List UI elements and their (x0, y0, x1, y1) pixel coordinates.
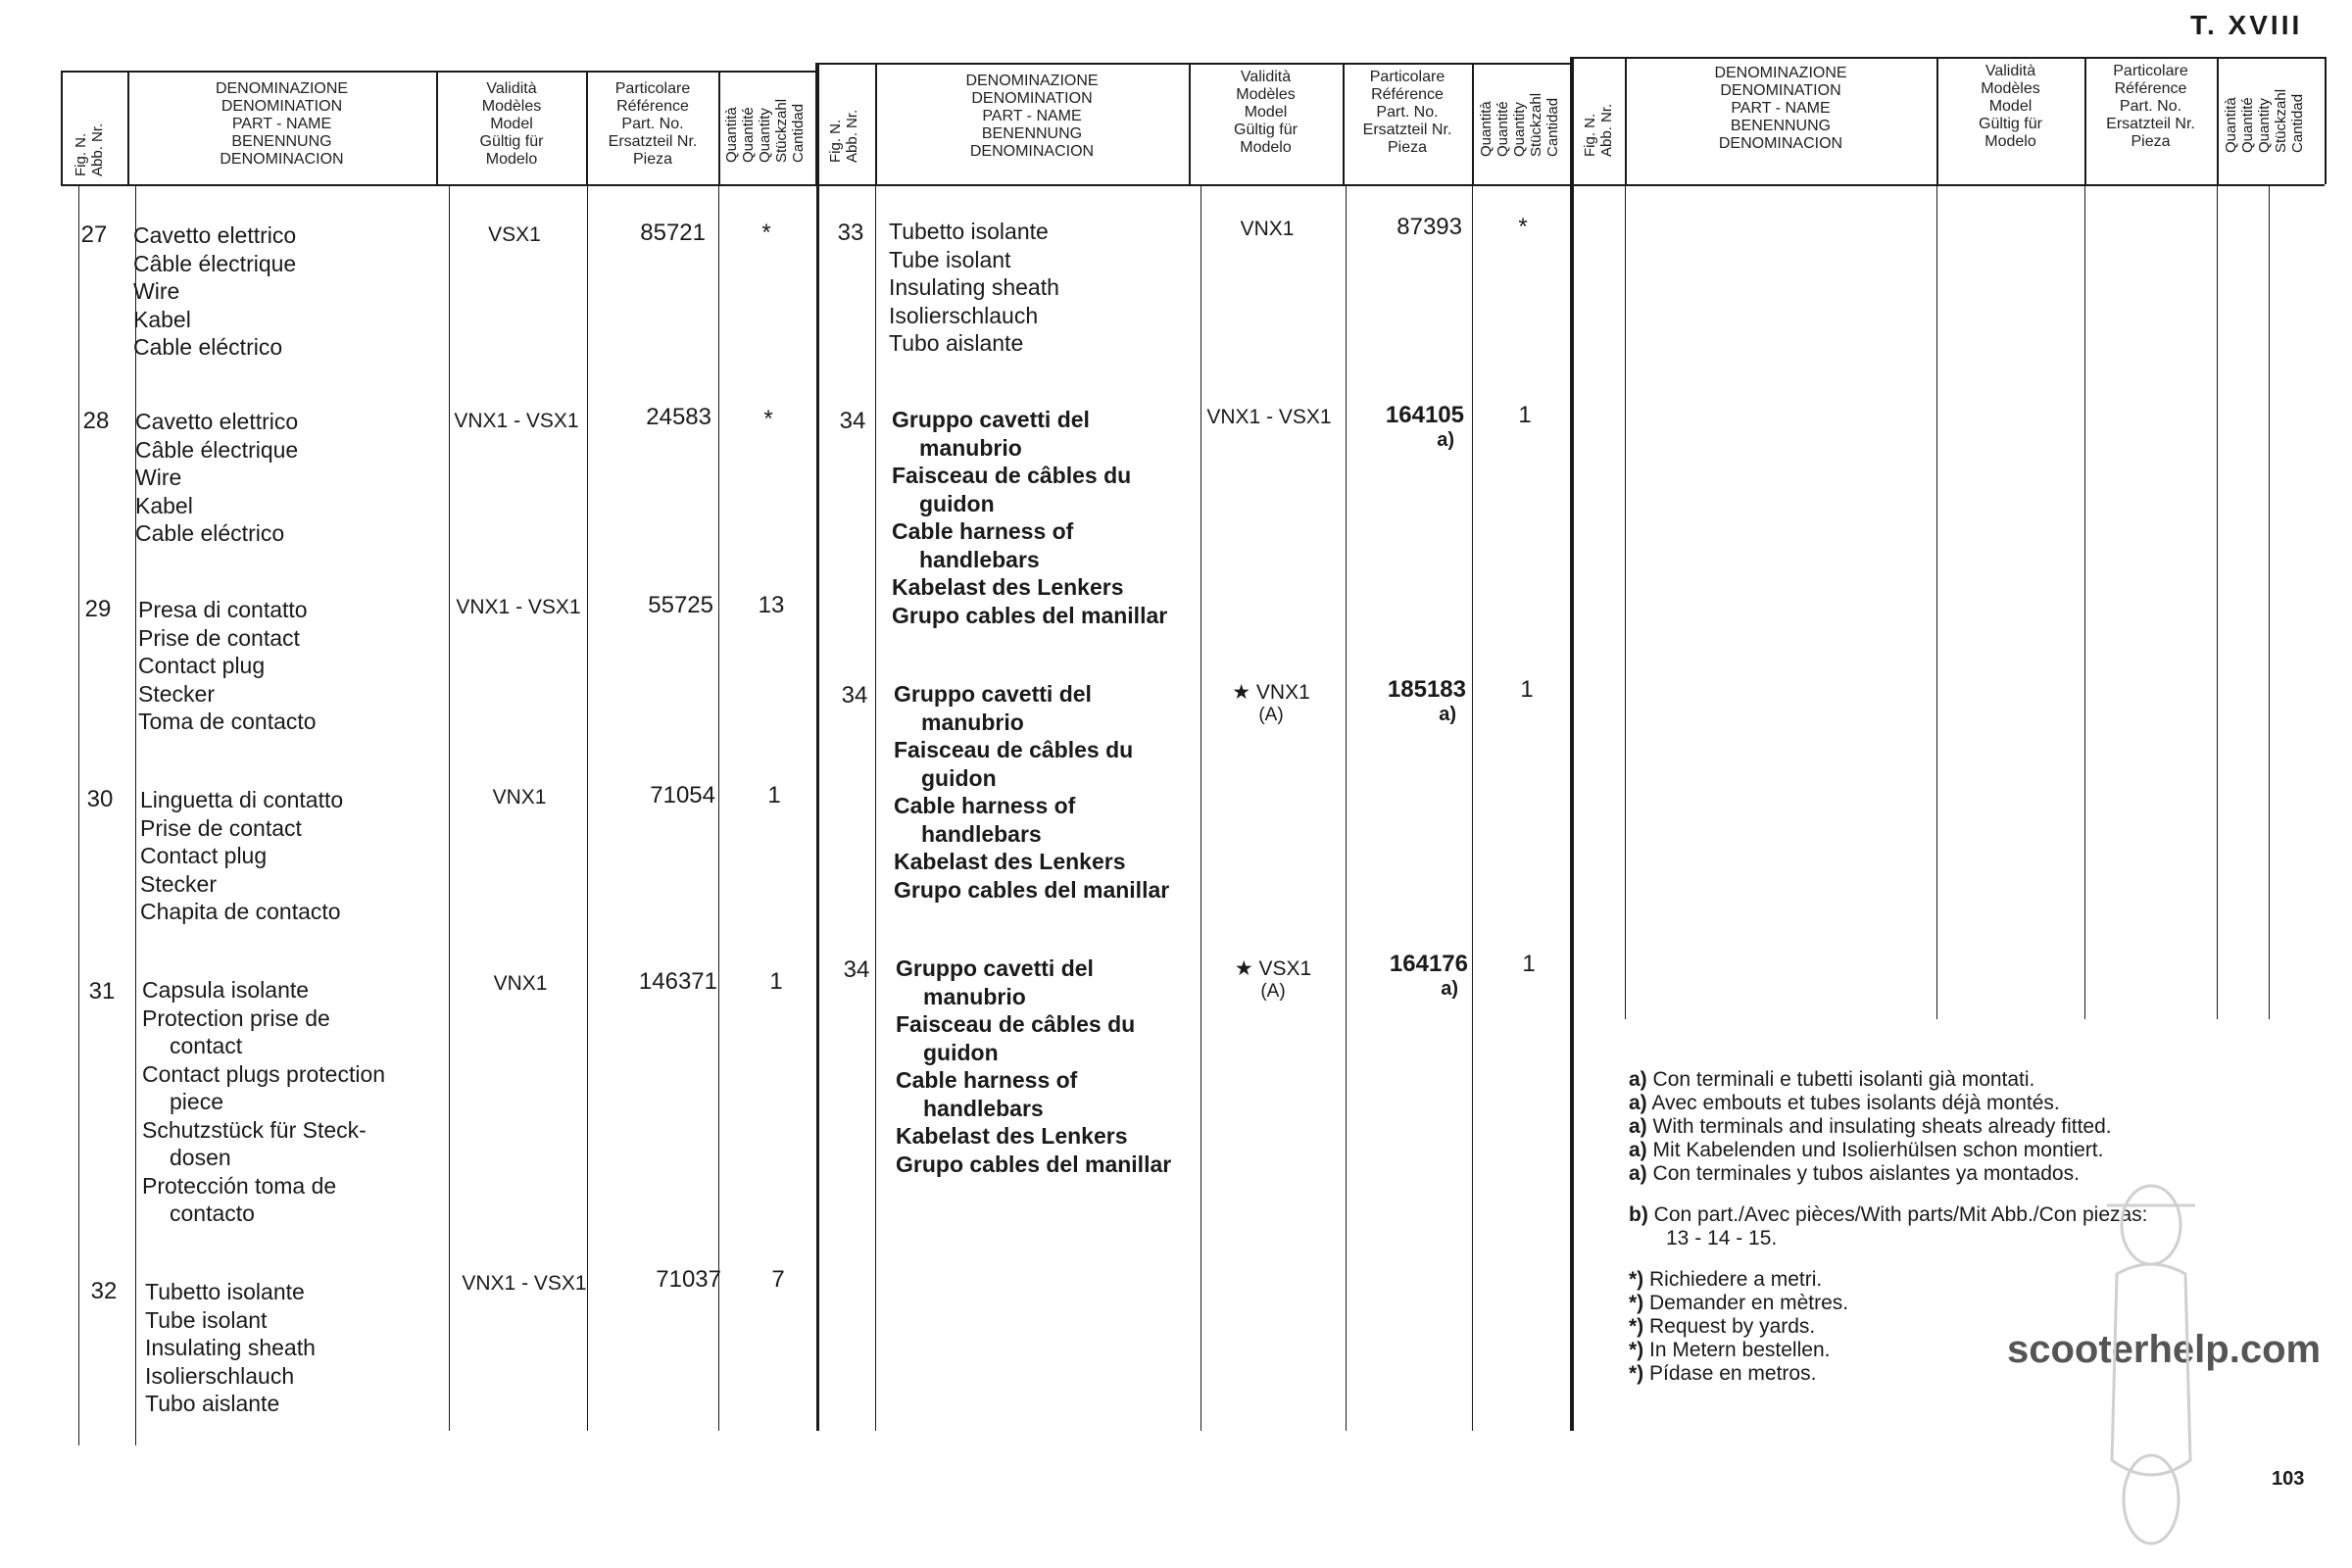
row-34b-part: 185183 a) (1387, 676, 1466, 725)
row-30-names: Linguetta di contatto Prise de contact Contact plug Stecker Chapita de contacto (140, 787, 344, 924)
row-31-fig: 31 (88, 978, 116, 1004)
row-31-qty: 1 (769, 968, 783, 995)
note-star-1: *) Richiedere a metri. (1629, 1268, 1823, 1291)
header-fig-2: Fig. N. Abb. Nr. (827, 109, 860, 163)
row-34a-qty: 1 (1518, 402, 1532, 428)
footnotes (1629, 1068, 2148, 1386)
row-27-names: Cavetto elettrico Câble électrique Wire Kabel Cable eléctrico (133, 222, 297, 360)
row-34a-fig: 34 (839, 408, 866, 434)
header-model-3: Validità Modèles Model Gültig für Modelo (1979, 63, 2042, 150)
scooter-watermark-icon (2097, 1166, 2205, 1558)
header-part-3: Particolare Référence Part. No. Ersatzteil Nr. Pieza (2106, 63, 2195, 150)
row-29-qty: 13 (758, 592, 785, 618)
header-part-1: Particolare Référence Part. No. Ersatzteil Nr. Pieza (608, 80, 698, 168)
note-b: b) Con part./Avec pièces/With parts/Mit Abb./Con piezas: (1629, 1203, 2148, 1226)
row-28-fig: 28 (82, 408, 110, 434)
row-32-fig: 32 (90, 1278, 118, 1304)
row-34a-part: 164105 a) (1385, 402, 1464, 451)
header-name-3: DENOMINAZIONE DENOMINATION PART - NAME BENENNUNG DENOMINACION (1714, 65, 1847, 152)
header-qty-2: Quantità Quantité Quantity Stückzahl Cantidad (1478, 92, 1561, 157)
row-28-part: 24583 (646, 404, 711, 430)
row-34b-fig: 34 (841, 682, 868, 709)
row-32-qty: 7 (771, 1266, 785, 1293)
note-a-4: a) Mit Kabelenden und Isolierhülsen schon montiert. (1629, 1139, 2104, 1161)
row-34a-names: Gruppo cavetti del manubrio Faisceau de câbles du guidon Cable harness of handlebars Kabelast des Lenkers Grupo cables del manillar (892, 407, 1168, 628)
row-34c-qty: 1 (1522, 951, 1536, 977)
header-qty-3: Quantità Quantité Quantity Stückzahl Cantidad (2223, 88, 2306, 153)
row-33-model: VNX1 (1240, 218, 1295, 240)
row-29-part: 55725 (648, 592, 713, 618)
note-star-3: *) Request by yards. (1629, 1315, 1816, 1338)
note-a-1: a) Con terminali e tubetti isolanti già montati. (1629, 1068, 2035, 1091)
row-27-part: 85721 (640, 220, 706, 246)
row-30-model: VNX1 (492, 786, 547, 808)
row-31-part: 146371 (638, 968, 717, 995)
note-a-5: a) Con terminales y tubos aislantes ya montados. (1629, 1162, 2080, 1185)
row-33-names: Tubetto isolante Tube isolant Insulating sheath Isolierschlauch Tubo aislante (889, 219, 1059, 356)
row-28-names: Cavetto elettrico Câble électrique Wire Kabel Cable eléctrico (135, 409, 299, 546)
row-28-qty: * (763, 406, 773, 432)
header-name-2: DENOMINAZIONE DENOMINATION PART - NAME BENENNUNG DENOMINACION (965, 73, 1099, 160)
header-qty-1: Quantità Quantité Quantity Stückzahl Cantidad (723, 98, 807, 163)
note-a-3: a) With terminals and insulating sheats already fitted. (1629, 1115, 2112, 1138)
row-34c-fig: 34 (843, 956, 870, 983)
header-fig-3: Fig. N. Abb. Nr. (1582, 103, 1615, 157)
header-part-2: Particolare Référence Part. No. Ersatzteil Nr. Pieza (1362, 69, 1452, 156)
row-32-part: 71037 (656, 1266, 721, 1293)
header-name-1: DENOMINAZIONE DENOMINATION PART - NAME BENENNUNG DENOMINACION (215, 80, 349, 168)
row-27-model: VSX1 (488, 223, 541, 246)
row-34a-model: VNX1 - VSX1 (1206, 406, 1332, 428)
row-29-fig: 29 (84, 596, 112, 622)
row-34c-part: 164176 a) (1389, 951, 1468, 1000)
note-b-cont: 13 - 14 - 15. (1666, 1227, 1778, 1250)
row-31-names: Capsula isolante Protection prise de contact Contact plugs protection piece Schutzstück für Steck- dosen Protección toma de contacto (142, 977, 386, 1226)
note-star-4: *) In Metern bestellen. (1629, 1339, 1831, 1361)
row-34c-model: ★ VSX1 (A) (1234, 957, 1312, 1002)
row-27-qty: * (761, 220, 771, 246)
row-30-qty: 1 (767, 782, 781, 808)
row-29-model: VNX1 - VSX1 (456, 596, 581, 618)
row-27-fig: 27 (80, 221, 108, 248)
note-a-2: a) Avec embouts et tubes isolants déjà montés. (1629, 1092, 2060, 1114)
row-34b-names: Gruppo cavetti del manubrio Faisceau de câbles du guidon Cable harness of handlebars Kabelast des Lenkers Grupo cables del manillar (894, 681, 1170, 903)
row-31-model: VNX1 (493, 972, 548, 995)
row-34c-names: Gruppo cavetti del manubrio Faisceau de câbles du guidon Cable harness of handlebars Kabelast des Lenkers Grupo cables del manillar (896, 956, 1172, 1177)
watermark: scooterhelp.com (2007, 1328, 2322, 1371)
row-33-qty: * (1518, 214, 1528, 240)
row-28-model: VNX1 - VSX1 (454, 410, 579, 432)
row-33-fig: 33 (837, 220, 864, 246)
note-star-5: *) Pídase en metros. (1629, 1362, 1817, 1385)
header-model-1: Validità Modèles Model Gültig für Modelo (479, 80, 544, 168)
row-30-part: 71054 (650, 782, 715, 808)
note-star-2: *) Demander en mètres. (1629, 1292, 1849, 1314)
page-number: 103 (2272, 1468, 2305, 1490)
row-34b-model: ★ VNX1 (A) (1232, 681, 1310, 725)
row-33-part: 87393 (1396, 214, 1462, 240)
header-fig-1: Fig. N. Abb. Nr. (73, 122, 106, 176)
row-34b-qty: 1 (1520, 676, 1534, 703)
row-32-model: VNX1 - VSX1 (462, 1272, 587, 1295)
header-model-2: Validità Modèles Model Gültig für Modelo (1234, 69, 1298, 156)
row-29-names: Presa di contatto Prise de contact Contact plug Stecker Toma de contacto (138, 597, 317, 734)
row-32-names: Tubetto isolante Tube isolant Insulating sheath Isolierschlauch Tubo aislante (145, 1279, 316, 1416)
page-title: T. XVIII (2190, 10, 2303, 40)
row-30-fig: 30 (86, 786, 114, 812)
